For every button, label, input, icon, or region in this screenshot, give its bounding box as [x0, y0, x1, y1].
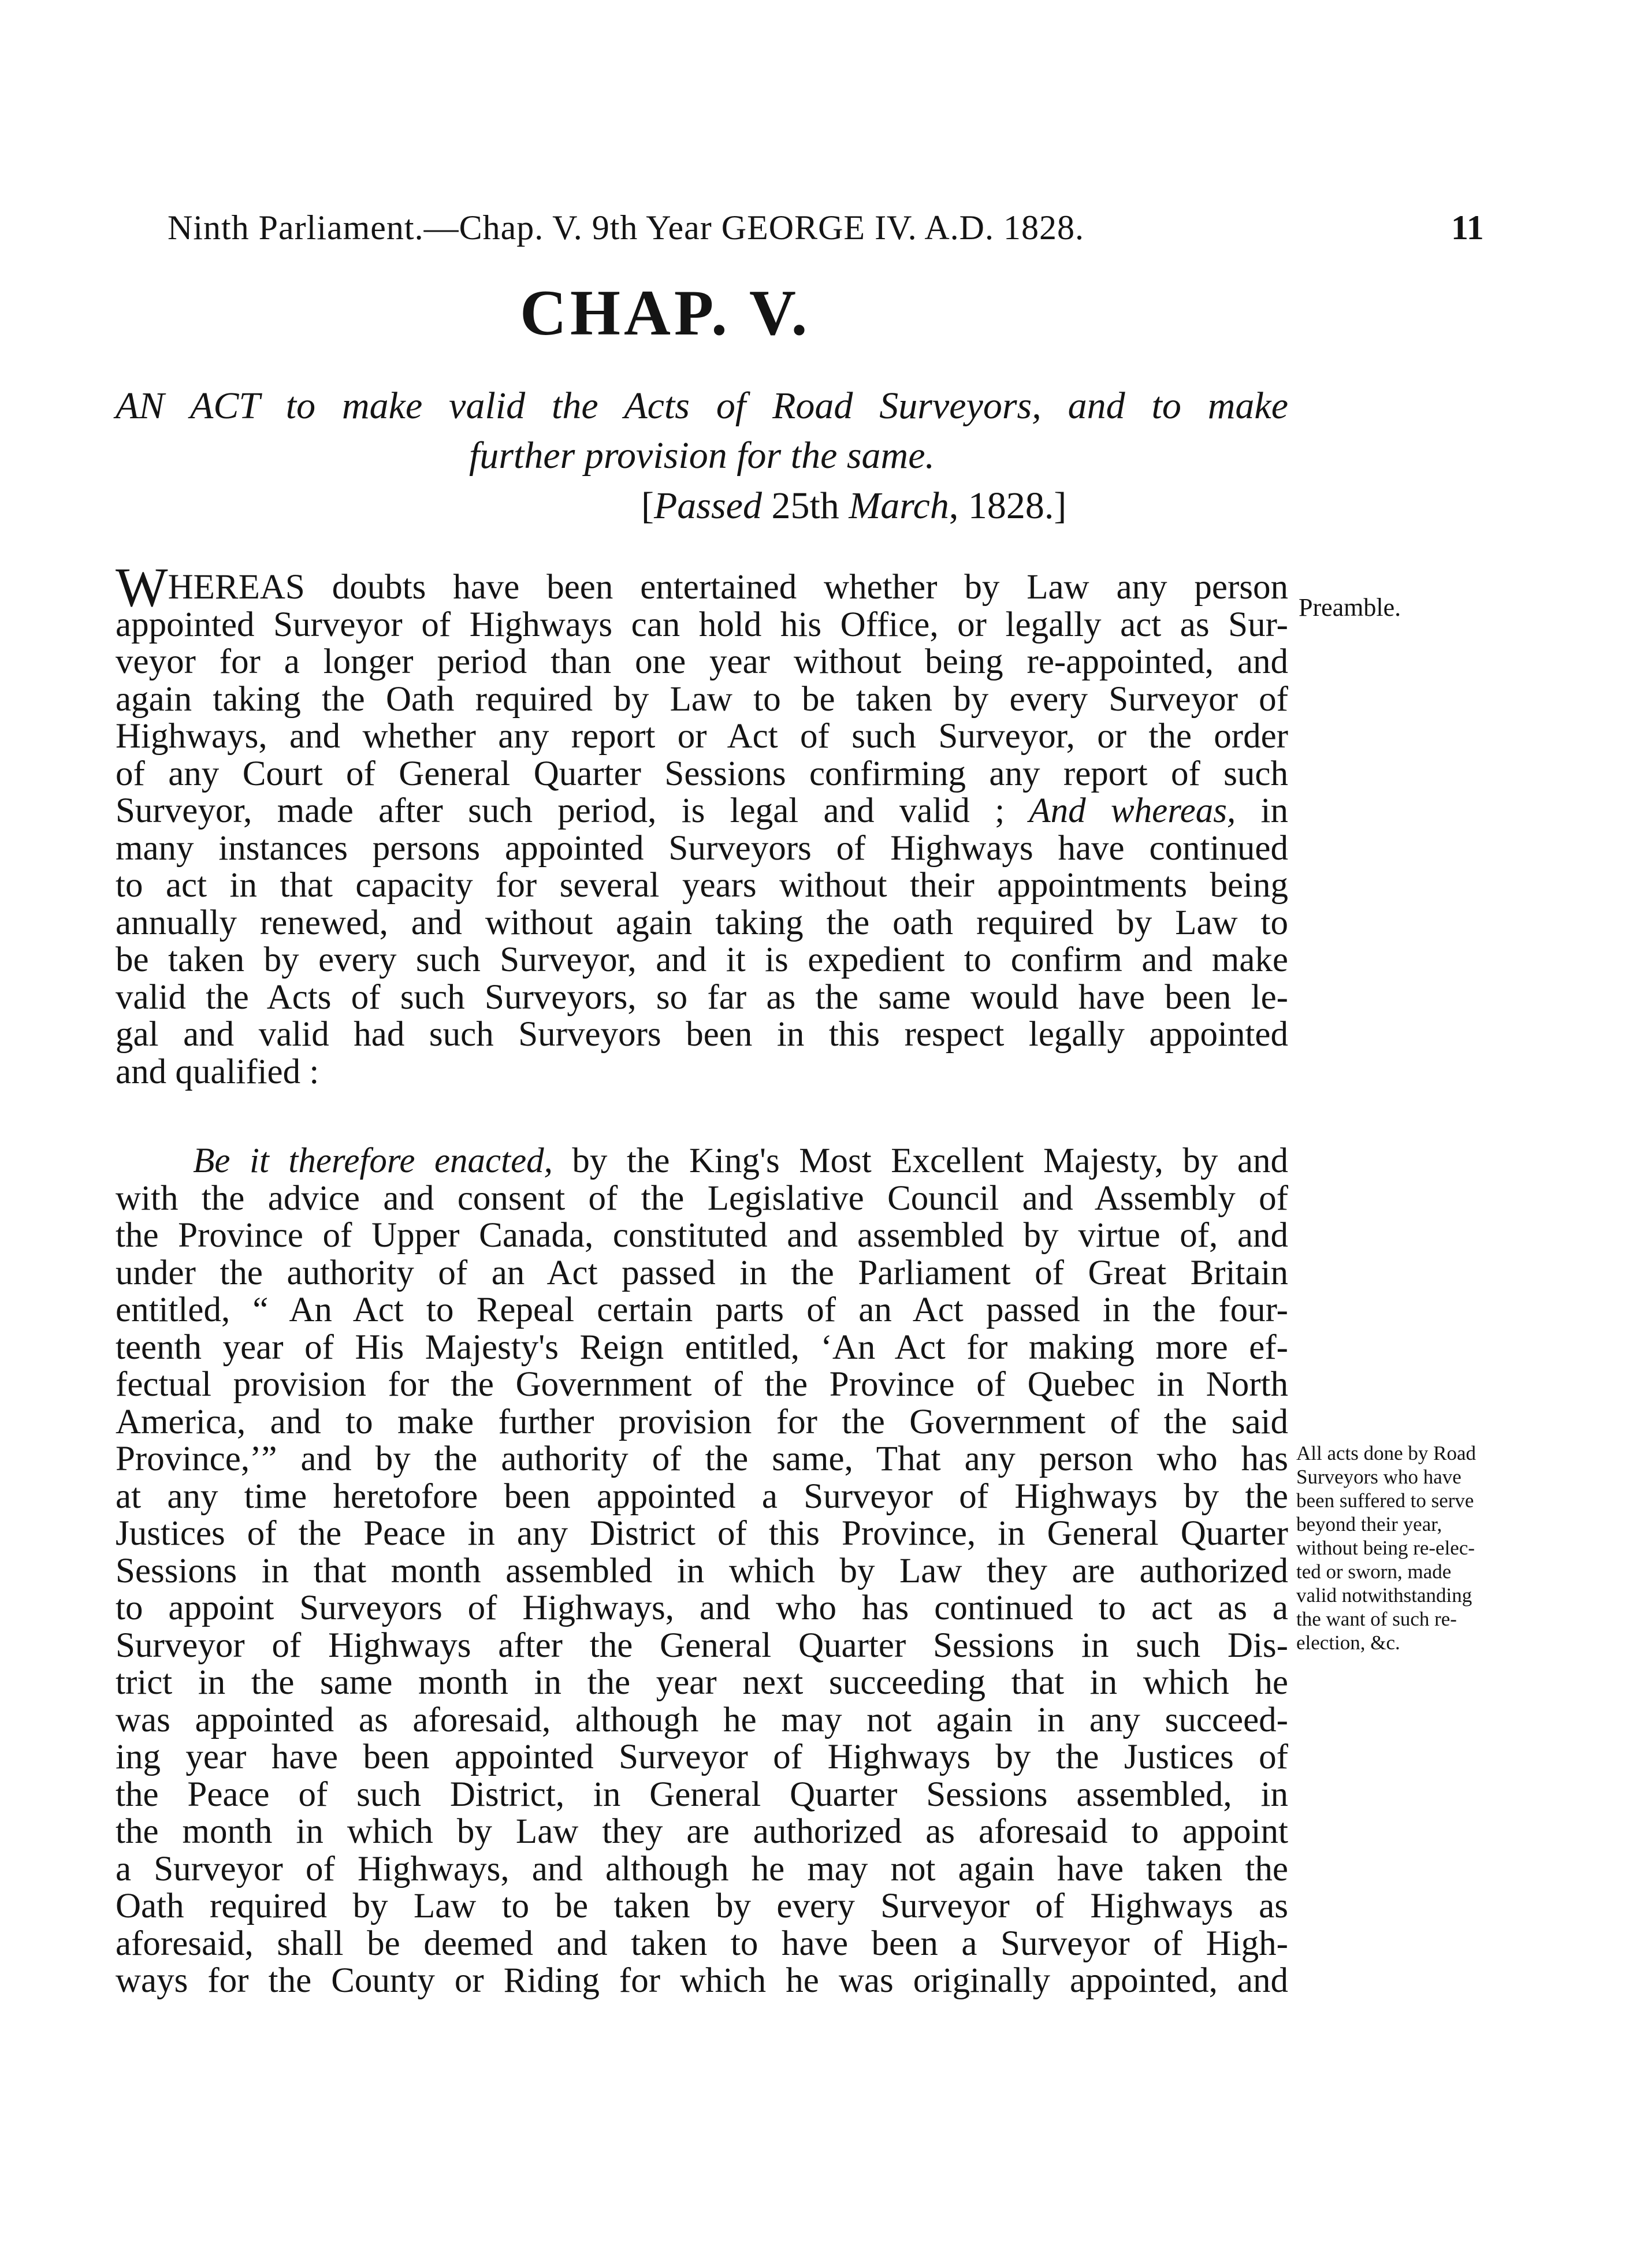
- enactment-line: Province,’” and by the authority of the same, That any person who has: [116, 1440, 1288, 1478]
- enactment-line: the month in which by Law they are authorized as aforesaid to appoint: [116, 1812, 1288, 1851]
- passed-year: , 1828.]: [949, 485, 1067, 527]
- preamble-line: Highways, and whether any report or Act of such Surveyor, or the order: [116, 717, 1288, 756]
- page-number: 11: [1451, 209, 1484, 247]
- margin-note-line: All acts done by Road: [1296, 1442, 1476, 1464]
- enactment-line: Oath required by Law to be taken by every Surveyor of Highways as: [116, 1887, 1288, 1925]
- enactment-line: Justices of the Peace in any District of this Province, in General Quarter: [116, 1514, 1288, 1553]
- preamble-line: appointed Surveyor of Highways can hold his Office, or legally act as Sur-: [116, 605, 1288, 644]
- act-title-line-2: further provision for the same.: [468, 434, 935, 477]
- passed-open-bracket: [: [641, 485, 654, 527]
- preamble-line: many instances persons appointed Surveyors of Highways have continued: [116, 828, 1288, 868]
- margin-note-line: beyond their year,: [1296, 1513, 1442, 1535]
- enactment-line: a Surveyor of Highways, and although he may not again have taken the: [116, 1849, 1288, 1888]
- be-it-enacted: Be it therefore enacted,: [193, 1142, 553, 1180]
- margin-note-line: ted or sworn, made: [1296, 1560, 1452, 1583]
- passed-date: [641, 484, 1066, 528]
- preamble-line: gal and valid had such Surveyors been in this respect legally appointed: [116, 1015, 1288, 1054]
- enactment-line: at any time heretofore been appointed a Surveyor of Highways by the: [116, 1477, 1288, 1516]
- preamble-line: be taken by every such Surveyor, and it is expedient to confirm and make: [116, 940, 1288, 979]
- drop-cap: W: [116, 556, 168, 618]
- passed-month: March: [849, 485, 949, 527]
- margin-note-line: been suffered to serve: [1296, 1489, 1474, 1512]
- margin-note-line: valid notwithstanding: [1296, 1584, 1472, 1607]
- enactment-line: the Peace of such District, in General Quarter Sessions assembled, in: [116, 1775, 1288, 1814]
- enactment-line: fectual provision for the Government of the Province of Quebec in North: [116, 1365, 1288, 1404]
- running-head: Ninth Parliament.—Chap. V. 9th Year GEORGE IV. A.D. 1828.: [168, 209, 1084, 247]
- act-title: [116, 381, 1288, 481]
- preamble-line: WHEREAS doubts have been entertained whether by Law any person: [116, 556, 1288, 618]
- chapter-title: CHAP. V.: [520, 277, 811, 349]
- enactment-line: was appointed as aforesaid, although he may not again in any succeed-: [116, 1700, 1288, 1739]
- margin-note-acts-valid: [1296, 1441, 1476, 1654]
- enactment-line: with the advice and consent of the Legislative Council and Assembly of: [116, 1178, 1288, 1218]
- margin-note-line: election, &c.: [1296, 1631, 1400, 1654]
- enactment-line: Surveyor of Highways after the General Quarter Sessions in such Dis-: [116, 1626, 1288, 1665]
- enactment-paragraph: [116, 1143, 1288, 2000]
- enactment-line: teenth year of His Majesty's Reign entitled, ‘An Act for making more ef-: [116, 1328, 1288, 1367]
- preamble-line: again taking the Oath required by Law to be taken by every Surveyor of: [116, 679, 1288, 719]
- passed-day: 25th: [761, 485, 849, 527]
- enactment-line: aforesaid, shall be deemed and taken to have been a Surveyor of High-: [116, 1924, 1288, 1963]
- enactment-line: under the authority of an Act passed in the Parliament of Great Britain: [116, 1253, 1288, 1292]
- preamble-line: of any Court of General Quarter Sessions confirming any report of such: [116, 754, 1288, 793]
- enactment-line: trict in the same month in the year next succeeding that in which he: [116, 1663, 1288, 1702]
- preamble-line: valid the Acts of such Surveyors, so far as the same would have been le-: [116, 977, 1288, 1017]
- passed-label: Passed: [653, 485, 762, 527]
- preamble-line: Surveyor, made after such period, is legal and valid ; And whereas, in: [116, 791, 1288, 830]
- and-whereas: And whereas,: [1005, 791, 1236, 830]
- enactment-line: ways for the County or Riding for which he was originally appointed, and: [116, 1961, 1288, 2000]
- enactment-line: to appoint Surveyors of Highways, and who has continued to act as a: [116, 1589, 1288, 1627]
- act-title-line-1: AN ACT to make valid the Acts of Road Surveyors, and to make: [116, 385, 1288, 427]
- preamble-paragraph: [116, 556, 1288, 1091]
- margin-note-line: Surveyors who have: [1296, 1466, 1461, 1488]
- margin-note-line: without being re-elec-: [1296, 1537, 1475, 1559]
- enactment-line: entitled, “ An Act to Repeal certain parts of an Act passed in the four-: [116, 1291, 1288, 1329]
- enactment-line: the Province of Upper Canada, constituted and assembled by virtue of, and: [116, 1216, 1288, 1255]
- preamble-line: annually renewed, and without again taking the oath required by Law to: [116, 903, 1288, 942]
- enactment-line: America, and to make further provision for the Government of the said: [116, 1402, 1288, 1441]
- preamble-line: veyor for a longer period than one year without being re-appointed, and: [116, 642, 1288, 681]
- preamble-line: to act in that capacity for several years without their appointments being: [116, 866, 1288, 905]
- enactment-line: Sessions in that month assembled in which by Law they are authorized: [116, 1551, 1288, 1590]
- margin-note-preamble: Preamble.: [1299, 593, 1401, 622]
- margin-note-line: the want of such re-: [1296, 1608, 1457, 1630]
- preamble-line: and qualified :: [116, 1052, 319, 1091]
- enactment-line: ing year have been appointed Surveyor of Highways by the Justices of: [116, 1738, 1288, 1776]
- enactment-line: Be it therefore enacted, by the King's Most Excellent Majesty, by and: [193, 1142, 1288, 1180]
